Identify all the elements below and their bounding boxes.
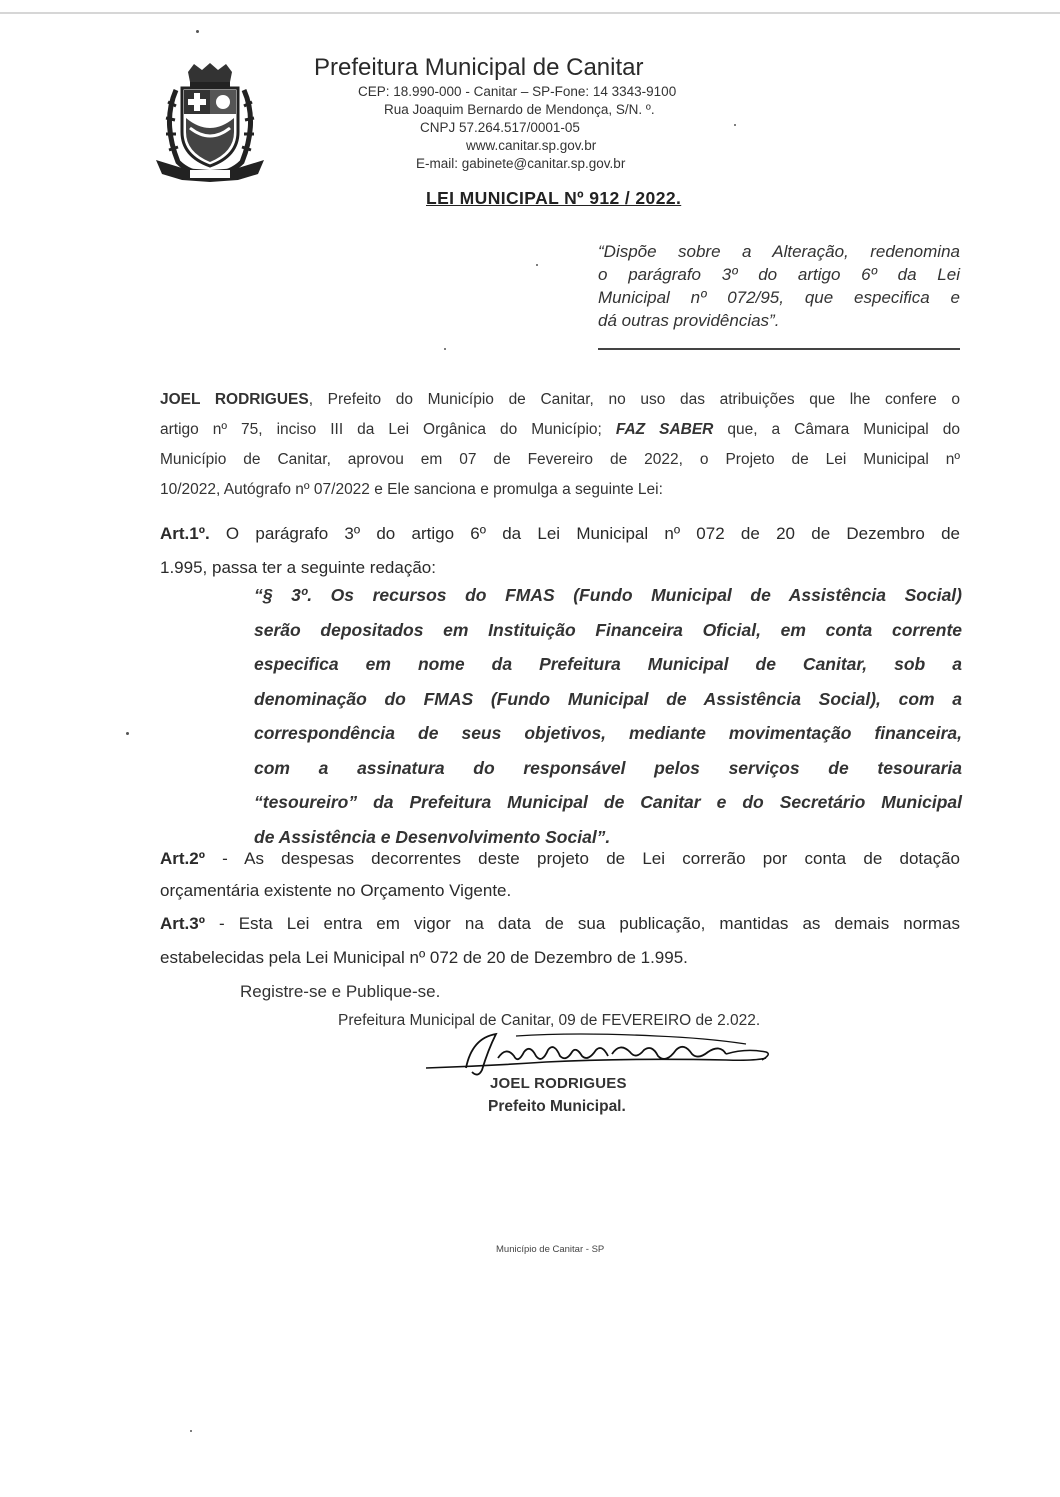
article-3-text: estabelecidas pela Lei Municipal nº 072 de 20 de Dezembro de 1.995. — [160, 948, 688, 967]
org-name: Prefeitura Municipal de Canitar — [314, 54, 644, 81]
scan-speck — [536, 264, 538, 266]
municipal-coat-of-arms-icon — [154, 62, 266, 184]
place-and-date: Prefeitura Municipal de Canitar, 09 de FEVEREIRO de 2.022. — [338, 1012, 761, 1029]
article-1-text: 1.995, passa ter a seguinte redação: — [160, 558, 436, 577]
ementa-line: Municipal nº 072/95, que especifica e — [598, 288, 960, 307]
ementa-line: “Dispõe sobre a Alteração, redenomina — [598, 242, 960, 261]
preamble-text: Município de Canitar, aprovou em 07 de Fevereiro de 2022, o Projeto de Lei Municipal nº — [160, 451, 960, 468]
contact-line-cep: CEP: 18.990-000 - Canitar – SP-Fone: 14 3343-9100 — [358, 84, 677, 99]
article-2-text: orçamentária existente no Orçamento Vigente. — [160, 881, 512, 900]
mayor-name: JOEL RODRIGUES — [160, 391, 309, 408]
quote-line: de Assistência e Desenvolvimento Social”. — [254, 826, 611, 847]
contact-line-address: Rua Joaquim Bernardo de Mendonça, S/N. º. — [384, 102, 655, 117]
article-3-text: - Esta Lei entra em vigor na data de sua publicação, mantidas as demais normas — [204, 914, 960, 933]
preamble-text: que, a Câmara Municipal do — [713, 421, 960, 438]
law-title: LEI MUNICIPAL Nº 912 / 2022. — [426, 188, 682, 208]
scan-speck — [444, 348, 446, 350]
scan-top-edge — [0, 12, 1060, 14]
article-3 — [160, 907, 960, 975]
scan-speck — [734, 124, 736, 126]
scan-speck — [190, 1430, 192, 1432]
preamble-text: 10/2022, Autógrafo nº 07/2022 e Ele sanciona e promulga a seguinte Lei: — [160, 481, 663, 498]
ementa-line: dá outras providências”. — [598, 311, 780, 330]
ementa-line: o parágrafo 3º do artigo 6º da Lei — [598, 265, 960, 284]
quote-line: serão depositados em Instituição Financeira Oficial, em conta corrente — [254, 619, 962, 640]
quote-line: “§ 3º. Os recursos do FMAS (Fundo Municipal de Assistência Social) — [254, 585, 962, 605]
closing-formula: Registre-se e Publique-se. — [240, 982, 441, 1001]
signer-name: JOEL RODRIGUES — [490, 1075, 627, 1092]
signer-role: Prefeito Municipal. — [488, 1098, 626, 1115]
quote-line: denominação do FMAS (Fundo Municipal de Assistência Social), com a — [254, 688, 962, 709]
article-1-quote — [254, 578, 962, 854]
article-2-label: Art.2º — [160, 849, 205, 868]
article-2 — [160, 843, 960, 907]
preamble-text: artigo nº 75, inciso III da Lei Orgânica do Município; — [160, 421, 616, 438]
quote-line: “tesoureiro” da Prefeitura Municipal de Canitar e do Secretário Municipal — [254, 792, 962, 812]
ementa-divider — [598, 348, 960, 350]
quote-line: especifica em nome da Prefeitura Municipal de Canitar, sob a — [254, 654, 962, 674]
article-2-text: - As despesas decorrentes deste projeto de Lei correrão por conta de dotação — [204, 849, 960, 868]
article-1-label: Art.1º. — [160, 524, 210, 543]
contact-line-website: www.canitar.sp.gov.br — [466, 138, 597, 153]
contact-line-email: E-mail: gabinete@canitar.sp.gov.br — [416, 156, 626, 171]
article-3-label: Art.3º — [160, 914, 205, 933]
preamble — [160, 385, 960, 505]
scan-speck — [196, 30, 199, 33]
faz-saber: FAZ SABER — [615, 421, 714, 438]
contact-line-cnpj: CNPJ 57.264.517/0001-05 — [420, 120, 580, 135]
quote-line: correspondência de seus objetivos, mediante movimentação financeira, — [254, 723, 962, 743]
scan-speck — [126, 732, 129, 735]
page-footer: Município de Canitar - SP — [496, 1244, 605, 1255]
ementa — [598, 240, 960, 332]
preamble-text: , Prefeito do Município de Canitar, no uso das atribuições que lhe confere o — [308, 391, 960, 408]
quote-line: com a assinatura do responsável pelos serviços de tesouraria — [254, 757, 962, 778]
article-1 — [160, 517, 960, 585]
article-1-text: O parágrafo 3º do artigo 6º da Lei Municipal nº 072 de 20 de Dezembro de — [209, 524, 960, 543]
